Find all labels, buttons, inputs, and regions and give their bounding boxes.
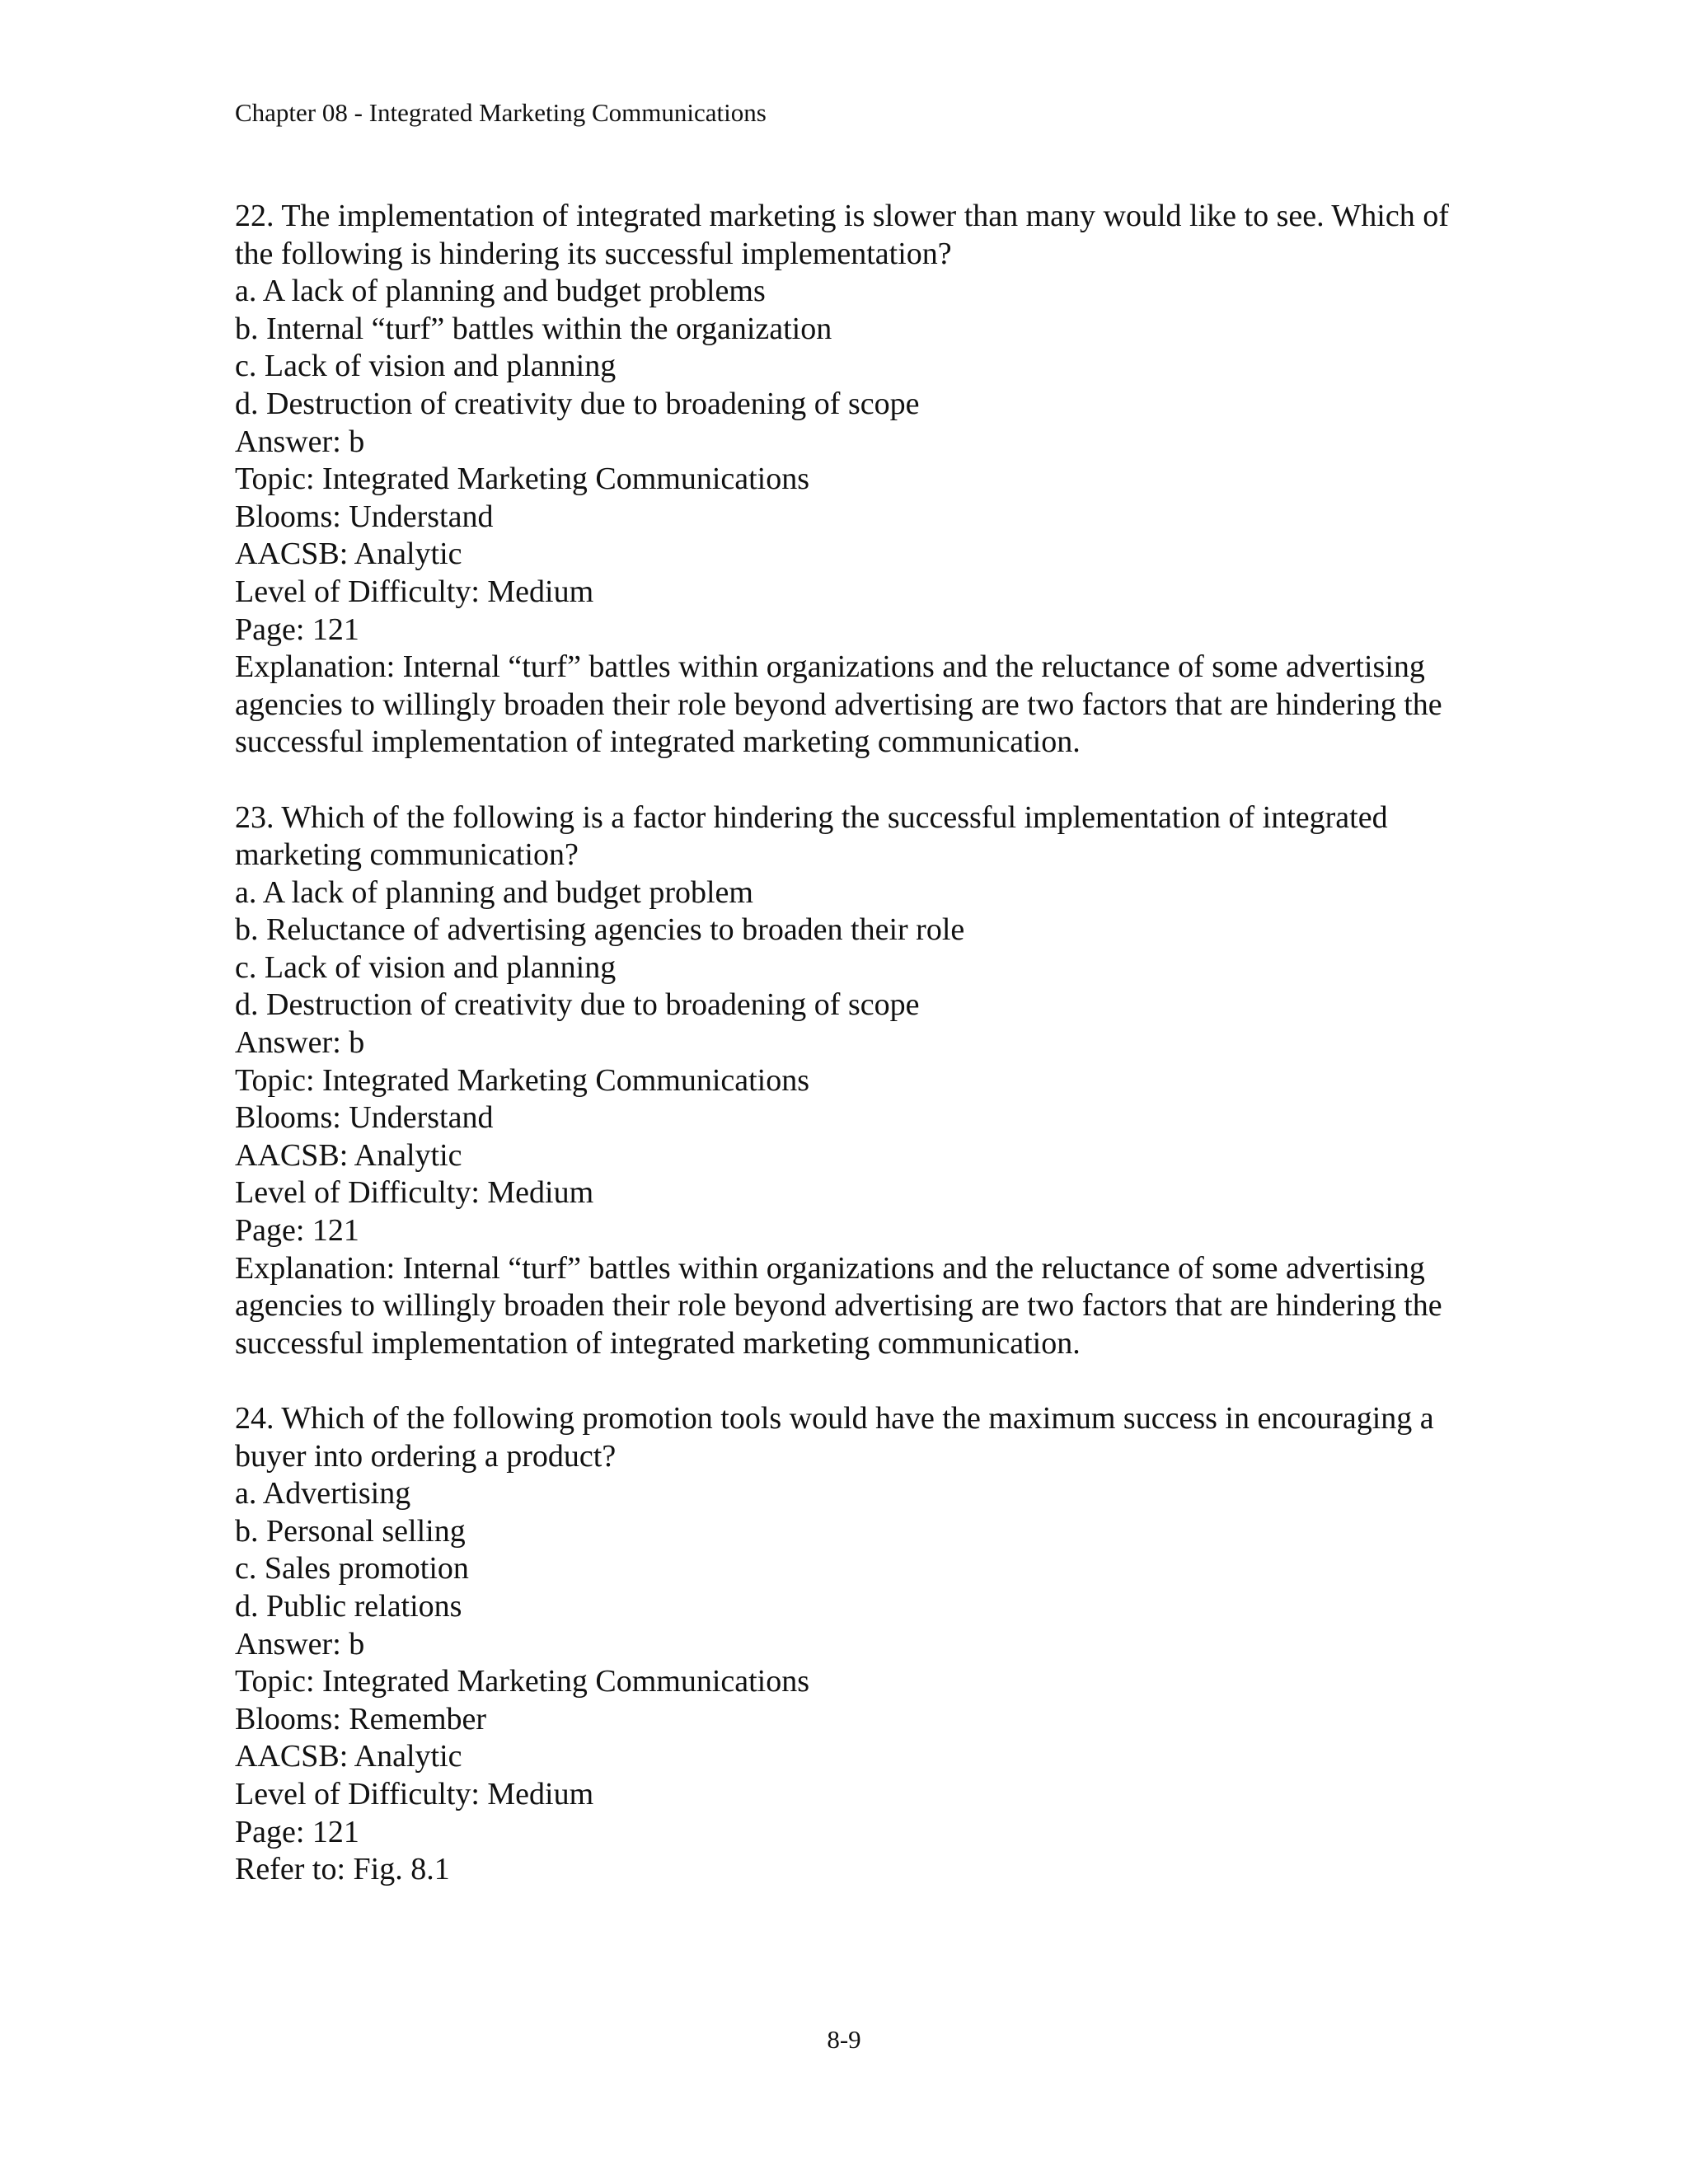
question-stem: 24. Which of the following promotion tools would have the maximum success in encouraging a buyer into ordering a product?	[235, 1401, 1442, 1474]
blooms-line: Blooms: Understand	[235, 499, 494, 534]
answer-line: Answer: b	[235, 424, 365, 459]
question-list	[235, 198, 1488, 1926]
difficulty-line: Level of Difficulty: Medium	[235, 1175, 594, 1211]
option-a: a. A lack of planning and budget problem	[235, 874, 753, 910]
topic-line: Topic: Integrated Marketing Communications	[235, 1664, 810, 1699]
answer-line: Answer: b	[235, 1025, 365, 1061]
blooms-line: Blooms: Remember	[235, 1701, 487, 1736]
option-a: a. Advertising	[235, 1476, 411, 1511]
question-block	[235, 1400, 1488, 1889]
option-d: d. Destruction of creativity due to broadening of scope	[235, 987, 920, 1023]
question-block	[235, 799, 1488, 1363]
question-block	[235, 198, 1488, 762]
option-b: b. Reluctance of advertising agencies to broaden their role	[235, 912, 965, 948]
option-b: b. Personal selling	[235, 1513, 466, 1549]
option-d: d. Destruction of creativity due to broadening of scope	[235, 386, 920, 421]
explanation-text: Explanation: Internal “turf” battles within organizations and the reluctance of some advertising agencies to willingly broaden their role beyond advertising are two factors that are hindering the successful implementation of integrated marketing communication.	[235, 649, 1451, 760]
option-c: c. Lack of vision and planning	[235, 949, 617, 985]
question-stem: 23. Which of the following is a factor hindering the successful implementation of integrated marketing communication?	[235, 799, 1396, 873]
topic-line: Topic: Integrated Marketing Communications	[235, 1062, 810, 1098]
reference-line: Refer to: Fig. 8.1	[235, 1852, 450, 1887]
option-c: c. Sales promotion	[235, 1551, 469, 1586]
aacsb-line: AACSB: Analytic	[235, 537, 462, 572]
blooms-line: Blooms: Understand	[235, 1100, 494, 1136]
aacsb-line: AACSB: Analytic	[235, 1137, 462, 1173]
explanation-text: Explanation: Internal “turf” battles within organizations and the reluctance of some advertising agencies to willingly broaden their role beyond advertising are two factors that are hindering the successful implementation of integrated marketing communication.	[235, 1250, 1451, 1361]
topic-line: Topic: Integrated Marketing Communications	[235, 462, 810, 497]
page-line: Page: 121	[235, 612, 359, 647]
chapter-header: Chapter 08 - Integrated Marketing Communications	[235, 98, 767, 127]
page-number: 8-9	[827, 2025, 861, 2054]
difficulty-line: Level of Difficulty: Medium	[235, 574, 594, 609]
aacsb-line: AACSB: Analytic	[235, 1739, 462, 1774]
answer-line: Answer: b	[235, 1626, 365, 1661]
option-a: a. A lack of planning and budget problems	[235, 274, 766, 309]
option-b: b. Internal “turf” battles within the organization	[235, 311, 832, 346]
option-c: c. Lack of vision and planning	[235, 349, 617, 384]
difficulty-line: Level of Difficulty: Medium	[235, 1776, 594, 1811]
question-stem: 22. The implementation of integrated marketing is slower than many would like to see. Which of the following is hindering its successful implementation?	[235, 199, 1457, 271]
option-d: d. Public relations	[235, 1588, 462, 1624]
page-line: Page: 121	[235, 1814, 359, 1849]
page-line: Page: 121	[235, 1213, 359, 1249]
